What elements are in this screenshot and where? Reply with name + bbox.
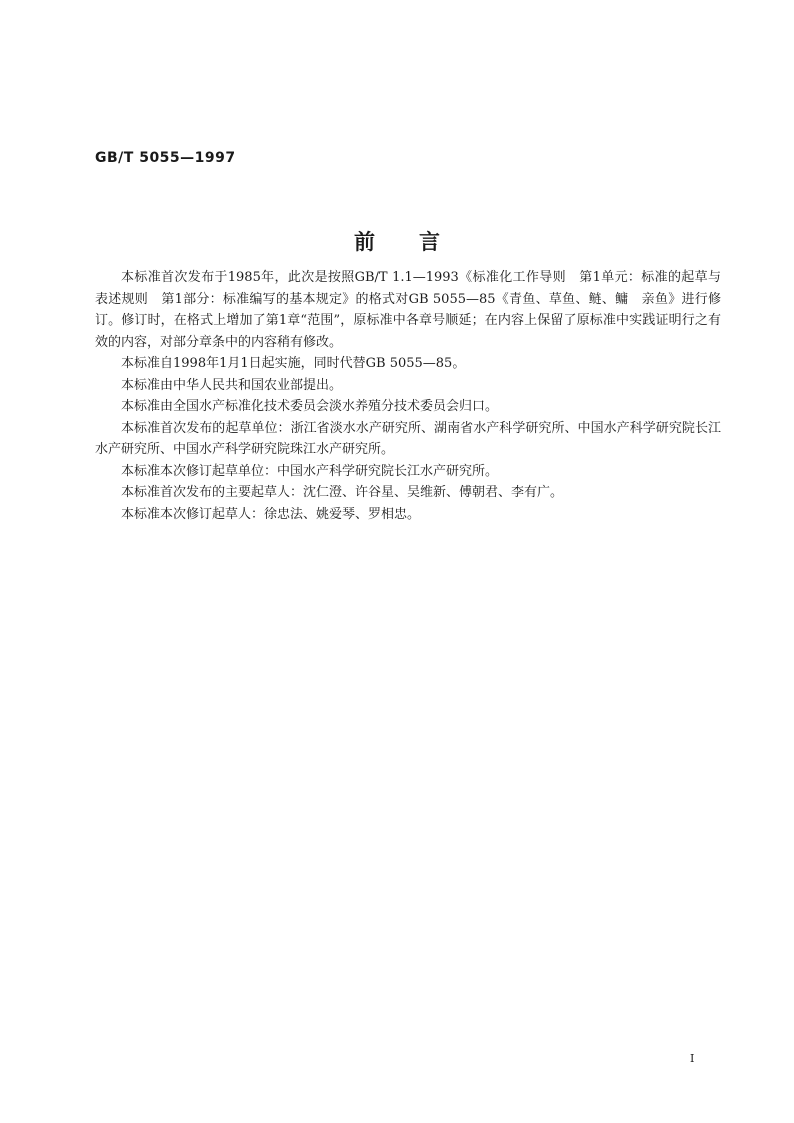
paragraph-original-drafting-units: 本标准首次发布的起草单位：浙江省淡水水产研究所、湖南省水产科学研究所、中国水产科学研究院长江水产研究所、中国水产科学研究院珠江水产研究所。 (95, 420, 721, 457)
paragraph-revision-drafters: 本标准本次修订起草人：徐忠法、姚爱琴、罗相忠。 (121, 506, 421, 522)
paragraph-effective-date: 本标准自1998年1月1日起实施，同时代替GB 5055—85。 (121, 356, 466, 371)
paragraph-revision-drafting-unit: 本标准本次修订起草单位：中国水产科学研究院长江水产研究所。 (121, 463, 499, 479)
section-title: 前言 (354, 230, 484, 254)
paragraph-original-drafters: 本标准首次发布的主要起草人：沈仁澄、许谷星、吴维新、傅朝君、李有广。 (121, 485, 564, 500)
page-number: I (690, 1052, 695, 1065)
foreword-body (95, 267, 721, 525)
paragraph-administrator: 本标准由全国水产标准化技术委员会淡水养殖分技术委员会归口。 (121, 399, 499, 414)
paragraph-history: 本标准首次发布于1985年，此次是按照GB/T 1.1—1993《标准化工作导则 第1单元：标准的起草与表述规则 第1部分：标准编写的基本规定》的格式对GB 5055—85《青鱼、草鱼、鲢、鳙 亲鱼》进行修订。修订时，在格式上增加了第1章“范围”，原标准中各章号顺延；在内容上保留了原标准中实践证明行之有效的内容，对部分章条中的内容稍有修改。 (95, 270, 721, 350)
paragraph-proposer: 本标准由中华人民共和国农业部提出。 (121, 377, 343, 393)
document-code: GB/T 5055—1997 (95, 150, 236, 166)
